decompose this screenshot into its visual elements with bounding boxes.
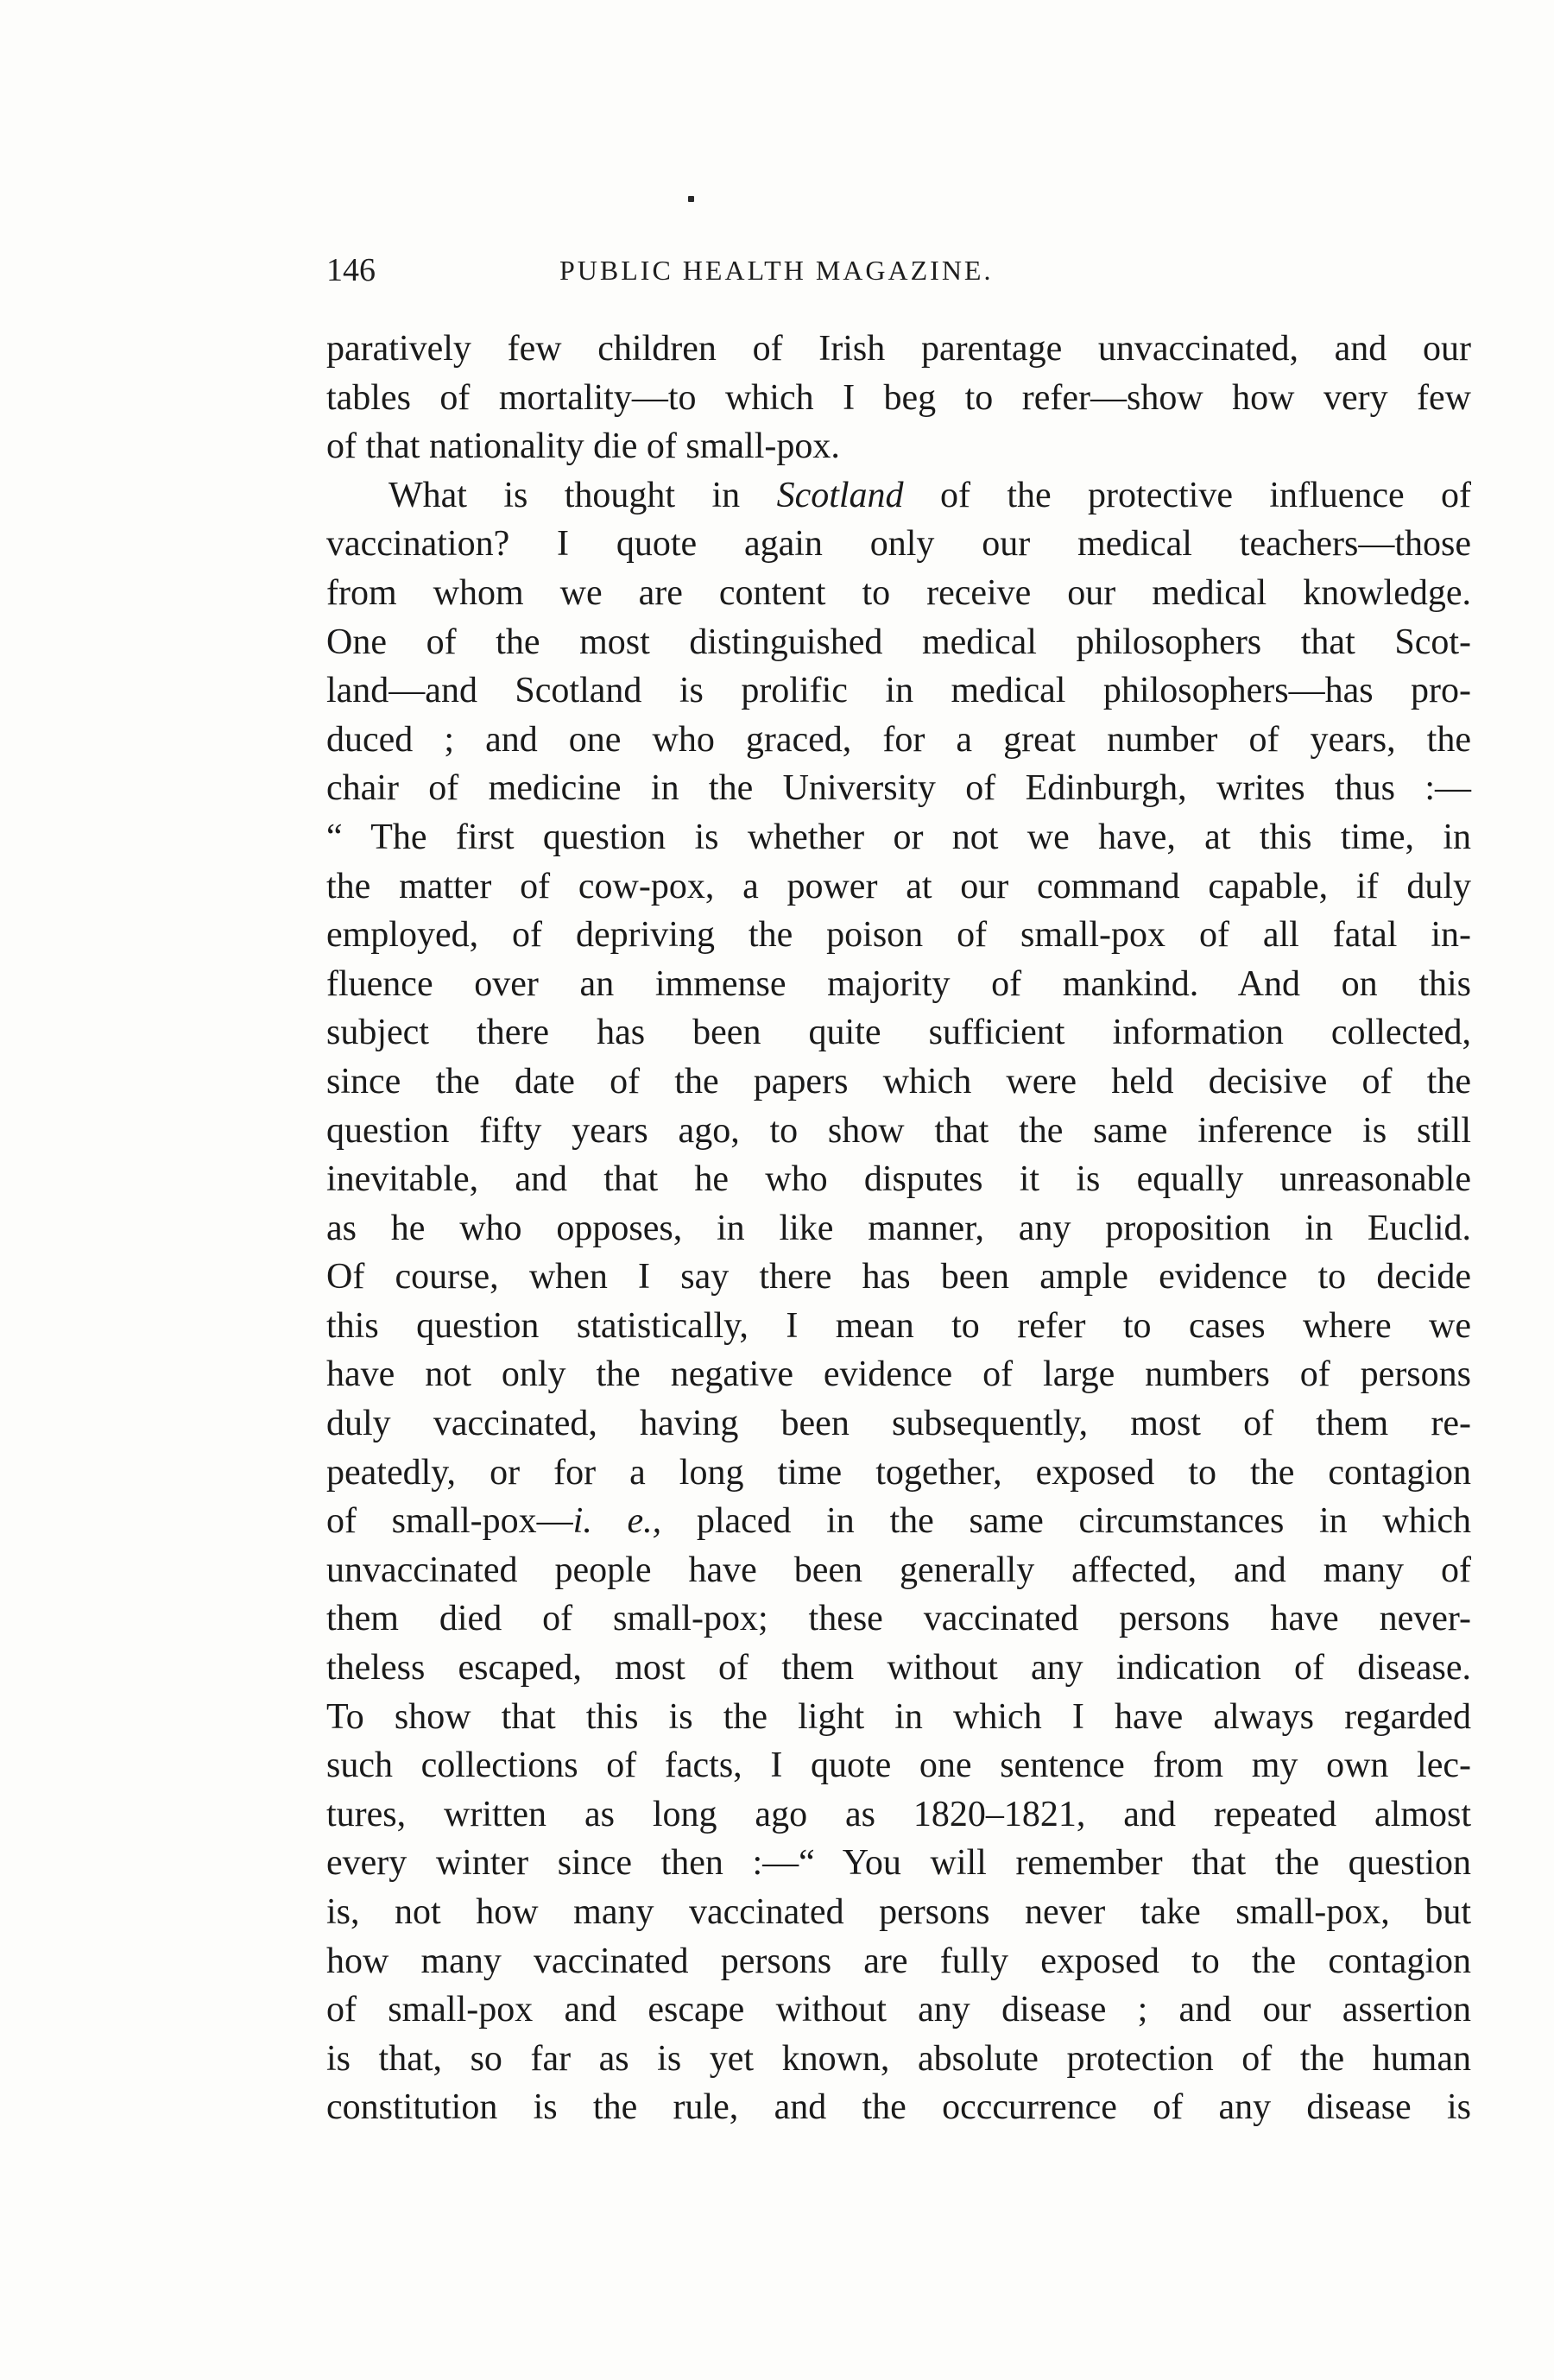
- text-line: the matter of cow-pox, a power at our command capable, if duly: [326, 866, 1471, 906]
- text-line: employed, of depriving the poison of small-pox of all fatal in-: [326, 915, 1471, 956]
- text-line: of that nationality die of small-pox.: [326, 426, 840, 467]
- body-text: [326, 325, 1471, 2132]
- text-line: is, not how many vaccinated persons never take small-pox, but: [326, 1892, 1471, 1932]
- text-line: duced ; and one who graced, for a great number of years, the: [326, 719, 1471, 760]
- text-line: unvaccinated people have been generally affected, and many of: [326, 1550, 1471, 1590]
- text-line: inevitable, and that he who disputes it is equally unreasonable: [326, 1159, 1471, 1200]
- text-line: “ The first question is whether or not we have, at this time, in: [326, 817, 1471, 857]
- text-line: duly vaccinated, having been subsequently, most of them re-: [326, 1404, 1471, 1444]
- text-line: fluence over an immense majority of mankind. And on this: [326, 963, 1471, 1004]
- text-line: chair of medicine in the University of Edinburgh, writes thus :—: [326, 768, 1471, 809]
- page-number: 146: [326, 252, 376, 288]
- text-line: What is thought in Scotland of the protective influence of: [388, 475, 1472, 515]
- journal-title: PUBLIC HEALTH MAGAZINE.: [559, 255, 994, 286]
- text-line: since the date of the papers which were held decisive of the: [326, 1061, 1471, 1102]
- text-line: from whom we are content to receive our medical knowledge.: [326, 572, 1471, 613]
- text-line: land—and Scotland is prolific in medical philosophers—has pro-: [326, 671, 1471, 711]
- text-line: subject there has been quite sufficient information collected,: [326, 1013, 1471, 1053]
- print-mark: [688, 196, 694, 202]
- text-line: as he who opposes, in like manner, any proposition in Euclid.: [326, 1208, 1471, 1248]
- text-line: of small-pox and escape without any disease ; and our assertion: [326, 1990, 1471, 2030]
- text-line: of small-pox—i. e., placed in the same circumstances in which: [326, 1501, 1472, 1542]
- text-line: is that, so far as is yet known, absolute protection of the human: [326, 2038, 1471, 2079]
- text-line: every winter since then :—“ You will remember that the question: [326, 1843, 1471, 1884]
- text-line: vaccination? I quote again only our medical teachers—those: [326, 524, 1471, 565]
- running-head: [326, 249, 1475, 292]
- text-line: Of course, when I say there has been ample evidence to decide: [326, 1257, 1471, 1297]
- text-line: tables of mortality—to which I beg to refer—show how very few: [326, 377, 1471, 418]
- text-line: To show that this is the light in which I have always regarded: [326, 1696, 1471, 1737]
- text-line: One of the most distinguished medical philosophers that Scot-: [326, 622, 1471, 662]
- text-line: how many vaccinated persons are fully exposed to the contagion: [326, 1941, 1471, 1981]
- text-line: theless escaped, most of them without any indication of disease.: [326, 1648, 1471, 1689]
- text-line: paratively few children of Irish parentage unvaccinated, and our: [326, 329, 1471, 369]
- text-line: constitution is the rule, and the occcurrence of any disease is: [326, 2087, 1471, 2128]
- text-line: peatedly, or for a long time together, exposed to the contagion: [326, 1452, 1471, 1493]
- text-line: question fifty years ago, to show that the same inference is still: [326, 1110, 1471, 1151]
- text-line: tures, written as long ago as 1820–1821, and repeated almost: [326, 1794, 1471, 1834]
- text-line: have not only the negative evidence of large numbers of persons: [326, 1354, 1471, 1395]
- text-line: this question statistically, I mean to refer to cases where we: [326, 1305, 1471, 1346]
- text-line: such collections of facts, I quote one sentence from my own lec-: [326, 1746, 1471, 1786]
- text-line: them died of small-pox; these vaccinated persons have never-: [326, 1599, 1471, 1639]
